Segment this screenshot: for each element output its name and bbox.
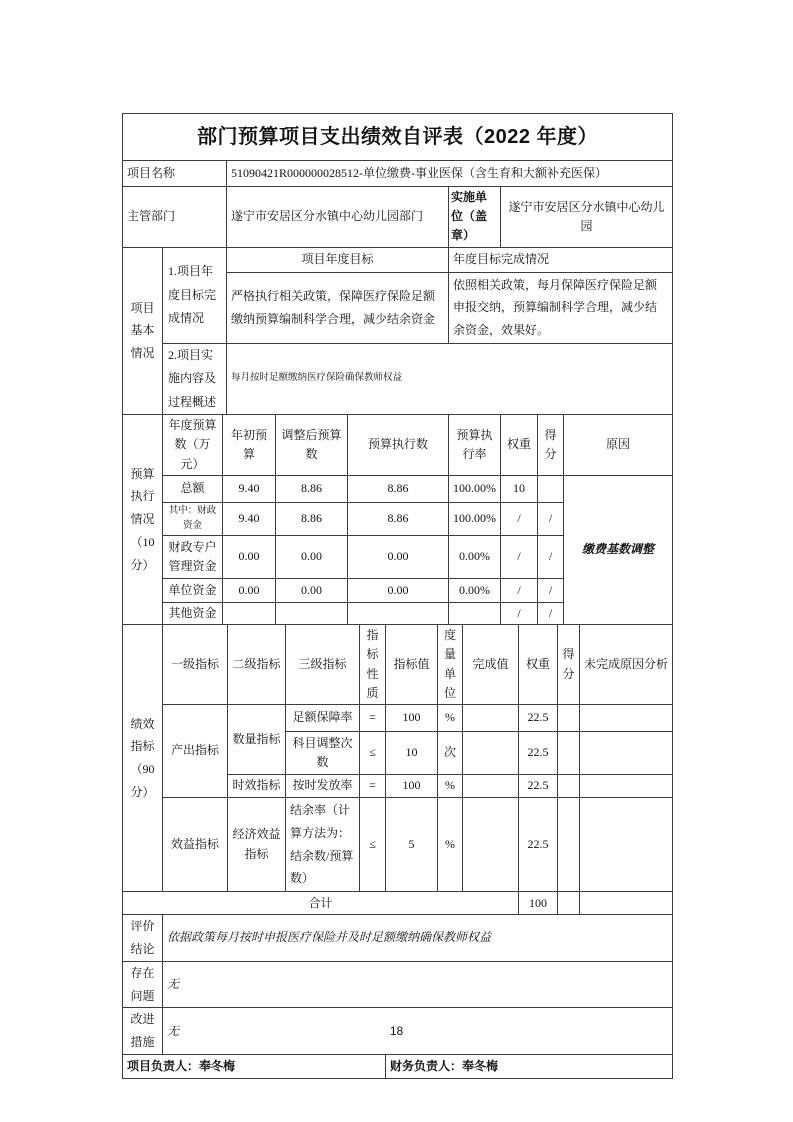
indicator-header-unit: 度量单位 [438,625,463,705]
budget-header-rate: 预算执行率 [449,415,501,476]
indicator-row-surplus-rate [123,798,673,892]
improvements-text: 无 [163,1008,673,1055]
indicator-level2-economic: 经济效益指标 [228,798,286,892]
indicator-unit: 次 [438,732,463,775]
page-title: 部门预算项目支出绩效自评表（2022 年度） [123,114,673,161]
indicators-total-score [558,892,580,915]
budget-header-weight: 权重 [501,415,538,476]
dept-label: 主管部门 [123,187,227,248]
budget-other-initial [223,603,276,625]
budget-unit-label: 单位资金 [163,579,223,603]
implementation-row-label: 2.项目实施内容及过程概述 [163,343,227,414]
indicator-score [558,798,580,892]
indicator-header-completion: 完成值 [463,625,519,705]
indicator-reason [580,775,673,798]
budget-other-weight: / [501,603,538,625]
conclusion-label: 评价结论 [123,915,163,962]
budget-fiscal-weight: / [501,502,538,535]
budget-other-label: 其他资金 [163,603,223,625]
indicators-total-label: 合计 [123,892,519,915]
budget-other-executed [348,603,449,625]
indicator-unit: % [438,705,463,732]
indicator-level3-adjustments: 科目调整次数 [286,732,360,775]
indicator-total-row [123,892,673,915]
problems-label: 存在问题 [123,961,163,1008]
indicator-reason [580,798,673,892]
budget-special-score: / [538,536,564,579]
indicator-score [558,732,580,775]
budget-unit-rate: 0.00% [449,579,501,603]
annual-goal-text: 严格执行相关政策，保障医疗保险足额缴纳预算编制科学合理，减少结余资金 [227,272,449,343]
problems-text: 无 [163,961,673,1008]
budget-total-initial: 9.40 [223,475,276,502]
budget-header-category: 年度预算数（万元） [163,415,223,476]
indicator-level2-timeliness: 时效指标 [228,775,286,798]
budget-fiscal-executed: 8.86 [348,502,449,535]
indicator-level3-surplus: 结余率（计算方法为：结余数/预算数） [286,798,360,892]
indicator-unit: % [438,775,463,798]
self-evaluation-table [122,113,672,1079]
indicator-score [558,775,580,798]
budget-unit-initial: 0.00 [223,579,276,603]
budget-unit-executed: 0.00 [348,579,449,603]
basic-section-label: 项目基本情况 [123,247,163,415]
indicator-header-score: 得分 [558,625,580,705]
indicators-total-weight: 100 [519,892,558,915]
indicator-weight: 22.5 [519,732,558,775]
indicator-reason [580,705,673,732]
budget-total-rate: 100.00% [449,475,501,502]
budget-total-score [538,475,564,502]
conclusion-text: 依据政策每月按时申报医疗保险并及时足额缴纳确保教师权益 [163,915,673,962]
budget-fiscal-adjusted: 8.86 [276,502,348,535]
indicator-header-nature: 指标性质 [360,625,386,705]
indicator-reason [580,732,673,775]
budget-other-adjusted [276,603,348,625]
budget-header-adjusted: 调整后预算数 [276,415,348,476]
project-manager: 项目负责人：奉冬梅 [123,1054,386,1078]
impl-unit-value: 遂宁市安居区分水镇中心幼儿园 [501,187,673,248]
indicator-completion [463,705,519,732]
budget-fiscal-label: 其中：财政资金 [163,502,223,535]
indicator-nature: = [360,775,386,798]
budget-special-rate: 0.00% [449,536,501,579]
annual-goal-header: 项目年度目标 [227,247,449,272]
budget-unit-weight: / [501,579,538,603]
indicator-unit: % [438,798,463,892]
budget-unit-adjusted: 0.00 [276,579,348,603]
indicator-header-level1: 一级指标 [163,625,228,705]
indicator-completion [463,775,519,798]
performance-indicators-section [122,624,673,915]
budget-header-executed: 预算执行数 [348,415,449,476]
indicator-weight: 22.5 [519,705,558,732]
budget-fiscal-score: / [538,502,564,535]
finance-manager: 财务负责人：奉冬梅 [386,1054,673,1078]
indicator-value: 5 [386,798,438,892]
indicator-value: 100 [386,775,438,798]
budget-header-score: 得分 [538,415,564,476]
implementation-text: 每月按时足额缴纳医疗保险确保教师权益 [227,343,673,414]
indicator-level3-on-time: 按时发放率 [286,775,360,798]
indicator-header-weight: 权重 [519,625,558,705]
annual-goal-row-label: 1.项目年度目标完成情况 [163,247,227,343]
budget-execution-section [122,414,673,625]
basic-info-section [122,247,673,416]
indicator-header-value: 指标值 [386,625,438,705]
indicator-weight: 22.5 [519,798,558,892]
budget-unit-score: / [538,579,564,603]
budget-other-score: / [538,603,564,625]
budget-special-initial: 0.00 [223,536,276,579]
budget-total-label: 总额 [163,475,223,502]
project-name-label: 项目名称 [123,161,227,187]
indicator-level1-benefit: 效益指标 [163,798,228,892]
indicator-nature: ≤ [360,798,386,892]
indicator-header-reason: 未完成原因分析 [580,625,673,705]
indicator-header-level2: 二级指标 [228,625,286,705]
indicator-nature: ≤ [360,732,386,775]
impl-unit-label: 实施单位（盖章） [449,187,501,248]
goal-completion-text: 依照相关政策，每月保障医疗保险足额申报交纳，预算编制科学合理，减少结余资金，效果好。 [449,272,673,343]
page-number: 18 [389,1024,404,1038]
indicators-total-reason [580,892,673,915]
budget-fiscal-rate: 100.00% [449,502,501,535]
goal-completion-header: 年度目标完成情况 [449,247,673,272]
project-info-table [122,160,673,248]
title-row [122,113,673,161]
budget-total-executed: 8.86 [348,475,449,502]
indicators-section-label: 绩效指标（90分） [123,625,163,892]
indicator-nature: = [360,705,386,732]
budget-row-total [123,475,673,502]
budget-total-weight: 10 [501,475,538,502]
project-name-value: 51090421R000000028512-单位缴费-事业医保（含生育和大额补充医保） [227,161,673,187]
indicator-row-guarantee-rate [123,705,673,732]
budget-header-reason: 原因 [564,415,673,476]
budget-header-initial: 年初预算 [223,415,276,476]
indicator-level2-quantity: 数量指标 [228,705,286,775]
indicator-level1-output: 产出指标 [163,705,228,798]
budget-fiscal-initial: 9.40 [223,502,276,535]
budget-special-label: 财政专户管理资金 [163,536,223,579]
budget-special-adjusted: 0.00 [276,536,348,579]
budget-special-weight: / [501,536,538,579]
indicator-value: 10 [386,732,438,775]
budget-total-adjusted: 8.86 [276,475,348,502]
indicator-level3-guarantee: 足额保障率 [286,705,360,732]
indicator-completion [463,798,519,892]
budget-section-label: 预算执行情况（10分） [123,415,163,625]
indicator-completion [463,732,519,775]
dept-value: 遂宁市安居区分水镇中心幼儿园部门 [227,187,449,248]
budget-reason-value: 缴费基数调整 [564,475,673,625]
indicator-value: 100 [386,705,438,732]
budget-other-rate [449,603,501,625]
budget-special-executed: 0.00 [348,536,449,579]
indicator-weight: 22.5 [519,775,558,798]
indicator-header-level3: 三级指标 [286,625,360,705]
improvements-label: 改进措施 [123,1008,163,1055]
responsible-persons-row [122,1054,673,1079]
indicator-score [558,705,580,732]
